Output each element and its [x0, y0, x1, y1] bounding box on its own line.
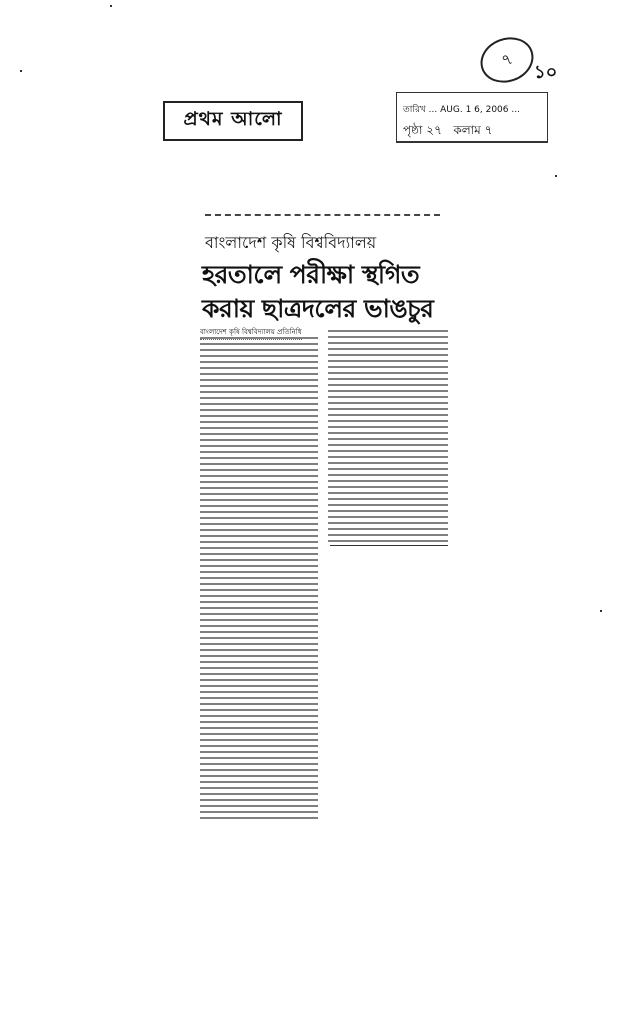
scan-speck: [20, 70, 22, 72]
date-value: AUG. 1 6, 2006: [440, 105, 509, 115]
scan-speck: [555, 175, 557, 177]
divider: [205, 214, 440, 216]
newspaper-masthead: প্রথম আলো: [163, 101, 303, 141]
article-kicker: বাংলাদেশ কৃষি বিশ্ববিদ্যালয়: [205, 233, 377, 252]
headline-line-1: হরতালে পরীক্ষা স্থগিত: [202, 260, 420, 289]
date-label: তারিখ: [403, 105, 426, 115]
article-body-column-right: [328, 330, 448, 542]
byline: বাংলাদেশ কৃষি বিশ্ববিদ্যালয় প্রতিনিধি: [200, 326, 302, 340]
page-label: পৃষ্ঠা: [403, 123, 423, 137]
circled-annotation: [474, 30, 540, 90]
column-value: ৭: [484, 123, 493, 137]
article-body-column-left: [200, 337, 318, 822]
page-value: ২৭: [426, 123, 442, 137]
scan-speck: [600, 610, 602, 612]
clip-info-box: তারিখ ... AUG. 1 6, 2006 ... পৃষ্ঠা ২৭ কলাম ৭: [396, 92, 548, 143]
circled-number: ৭: [498, 48, 515, 70]
scan-speck: [110, 5, 112, 7]
column-label: কলাম: [453, 123, 481, 137]
headline-line-2: করায় ছাত্রদলের ভাঙচুর: [202, 294, 434, 323]
column-end-rule: [330, 545, 448, 546]
handwritten-number: ১০: [534, 62, 558, 83]
